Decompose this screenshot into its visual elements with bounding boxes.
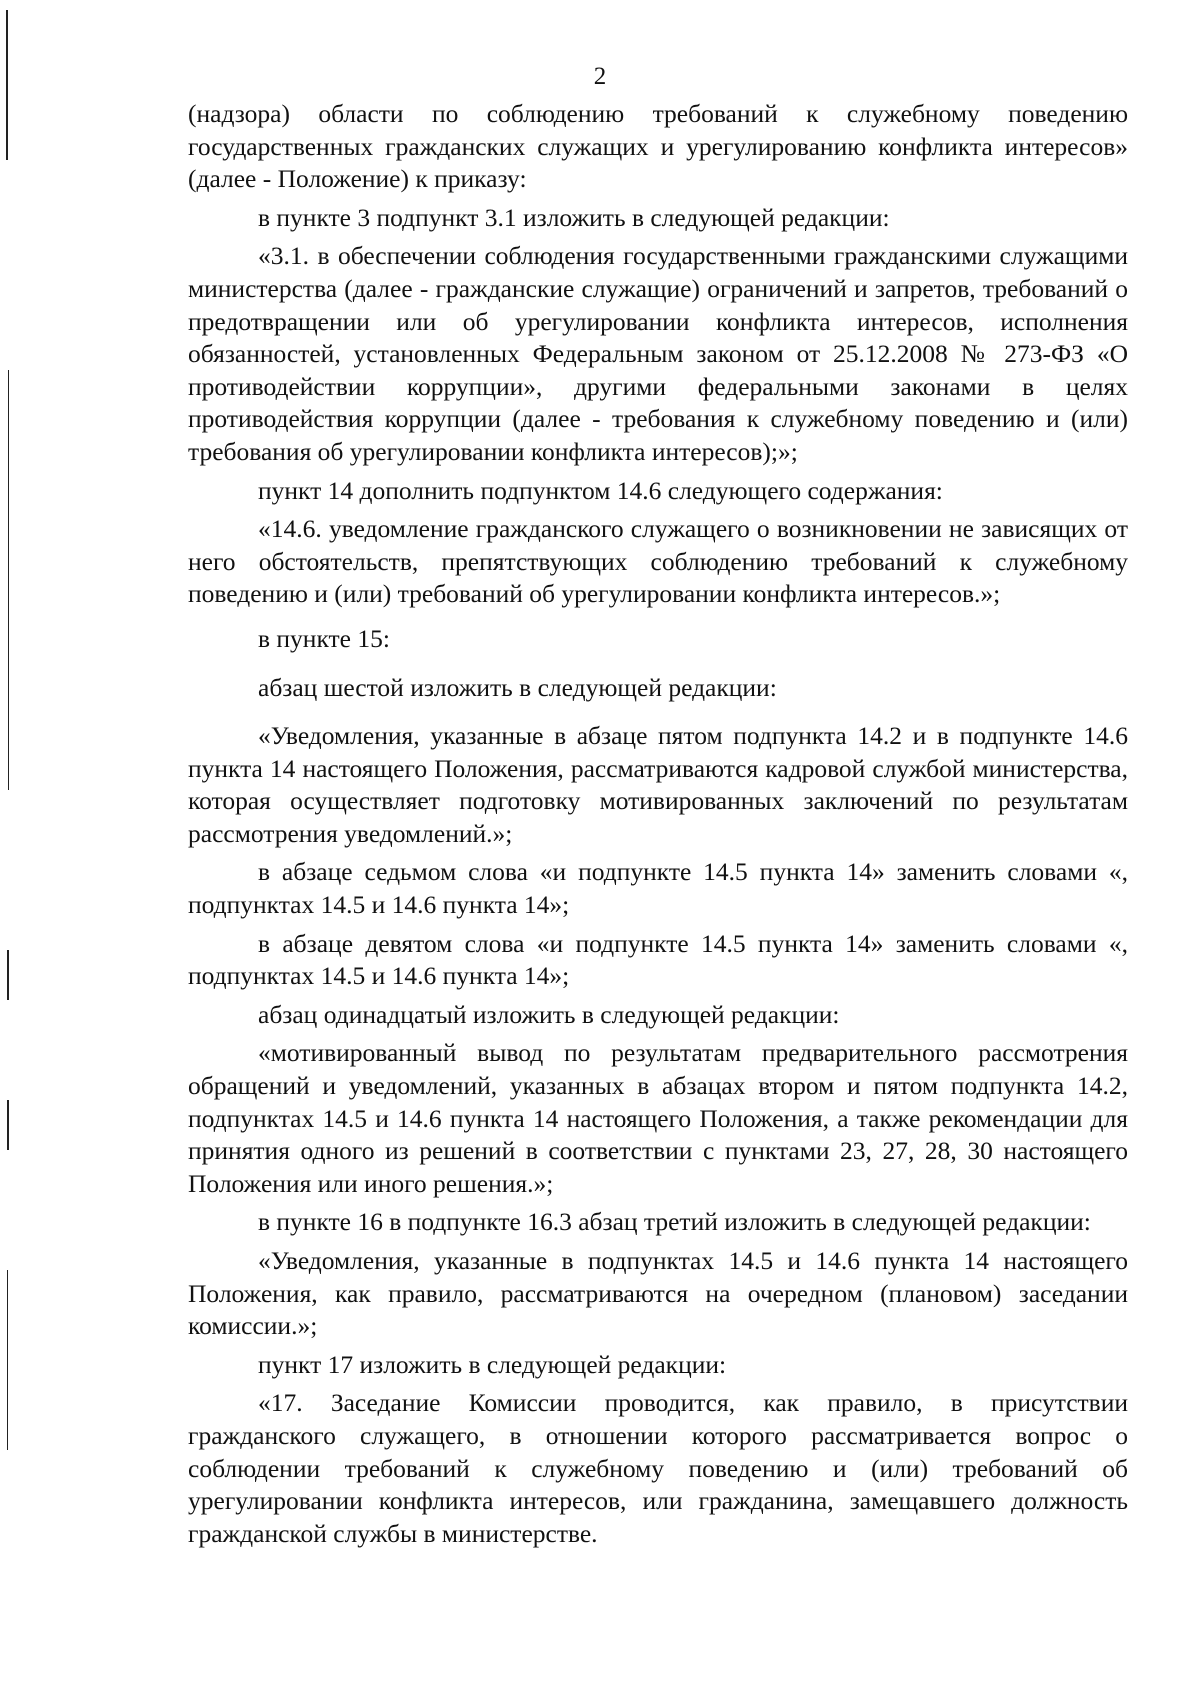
paragraph: в пункте 16 в подпункте 16.3 абзац третий изложить в следующей редакции: [258,1207,1091,1237]
paragraph: в абзаце седьмом слова «и подпункте 14.5 пункта 14» заменить словами «, подпунктах 14.5 и 14.6 пункта 14»; [188,857,1128,920]
paragraph: абзац шестой изложить в следующей редакции: [258,672,777,702]
paragraph: в абзаце девятом слова «и подпункте 14.5 пункта 14» заменить словами «, подпунктах 14.5 и 14.6 пункта 14»; [188,928,1128,991]
paragraph: «Уведомления, указанные в подпунктах 14.5 и 14.6 пункта 14 настоящего Положения, как правило, рассматриваются на очередном (плановом) заседании комиссии.»; [188,1246,1128,1341]
scan-edge-line [7,1270,8,1450]
paragraph: «3.1. в обеспечении соблюдения государственными гражданскими служащими министерства (далее - гражданские служащие) ограничений и запретов, требований о предотвращении или об урегулировании конфликта интересов, исполнения обязанностей, установленных Федеральным законом от 25.12.2008 № 273-ФЗ «О противодействии коррупции», другими федеральными законами в целях противодействия коррупции (далее - требования к служебному поведению и (или) требования об урегулировании конфликта интересов);»; [188,241,1128,466]
paragraph: в пункте 3 подпункт 3.1 изложить в следующей редакции: [258,202,890,232]
paragraph: абзац одинадцатый изложить в следующей редакции: [258,999,840,1029]
paragraph: в пункте 15: [258,623,390,653]
paragraph: пункт 14 дополнить подпунктом 14.6 следующего содержания: [258,475,943,505]
paragraph: «мотивированный вывод по результатам предварительного рассмотрения обращений и уведомлений, указанных в абзацах втором и пятом подпункта 14.2, подпунктах 14.5 и 14.6 пункта 14 настоящего Положения, а также рекомендации для принятия одного из решений в соответствии с пунктами 23, 27, 28, 30 настоящего Положения или иного решения.»; [188,1038,1128,1198]
paragraph: «14.6. уведомление гражданского служащего о возникновении не зависящих от него обстоятельств, препятствующих соблюдению требований к служебному поведению и (или) требований об урегулировании конфликта интересов.»; [188,514,1128,609]
paragraph: «17. Заседание Комиссии проводится, как правило, в присутствии гражданского служащего, в отношении которого рассматривается вопрос о соблюдении требований к служебному поведению и (или) требований об урегулировании конфликта интересов, или гражданина, замещавшего должность гражданской службы в министерстве. [188,1388,1128,1548]
page-number: 2 [593,63,607,90]
paragraph: пункт 17 изложить в следующей редакции: [258,1349,727,1379]
scan-edge-line [8,370,9,790]
paragraph: «Уведомления, указанные в абзаце пятом подпункта 14.2 и в подпункте 14.6 пункта 14 настоящего Положения, рассматриваются кадровой службой министерства, которая осуществляет подготовку мотивированных заключений по результатам рассмотрения уведомлений.»; [188,721,1128,848]
paragraph: (надзора) области по соблюдению требований к служебному поведению государственных гражданских служащих и урегулированию конфликта интересов» (далее - Положение) к приказу: [188,99,1128,194]
scan-edge-line [7,1100,9,1150]
scan-edge-line [7,950,9,1000]
document-body [188,98,1128,1550]
